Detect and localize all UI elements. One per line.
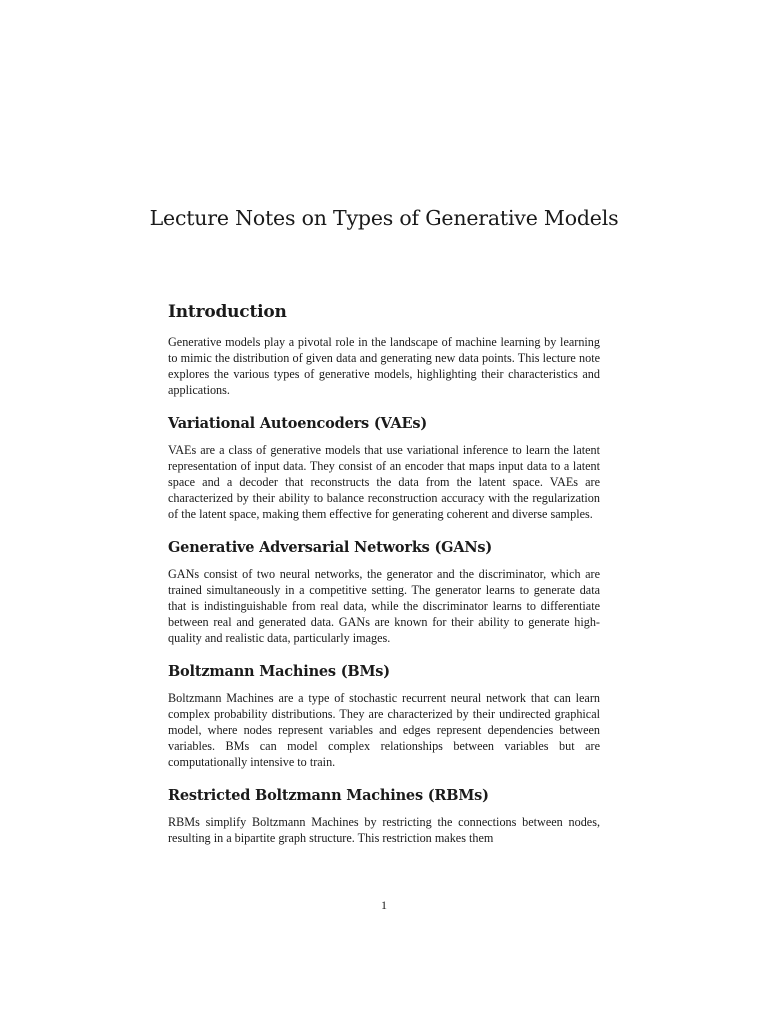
section-paragraph: Generative models play a pivotal role in the landscape of machine learning by learning to mimic the distribution of given data and generating new data points. This lecture note explores the various types of generative models, highlighting their characteristics and applications. — [168, 335, 600, 397]
subsection-heading: Boltzmann Machines (BMs) — [168, 663, 390, 680]
subsection-heading: Restricted Boltzmann Machines (RBMs) — [168, 787, 489, 804]
subsection-heading: Variational Autoencoders (VAEs) — [168, 415, 427, 432]
section-paragraph: Boltzmann Machines are a type of stochastic recurrent neural network that can learn complex probability distributions. They are characterized by their undirected graphical model, where nodes represent variables and edges represent dependencies between variables. BMs can model complex relationships between variables but are computationally intensive to train. — [168, 691, 600, 769]
section-introduction — [168, 302, 600, 398]
page-number: 1 — [381, 898, 387, 912]
section-gans — [168, 539, 600, 646]
section-paragraph: VAEs are a class of generative models that use variational inference to learn the latent representation of input data. They consist of an encoder that maps input data to a latent space and a decoder that reconstructs the data from the latent space. VAEs are characterized by their ability to balance reconstruction accuracy with the regularization of the latent space, making them effective for generating coherent and diverse samples. — [168, 443, 600, 521]
section-rbms — [168, 787, 600, 846]
section-heading: Introduction — [168, 302, 287, 322]
section-vaes — [168, 415, 600, 522]
document-title: Lecture Notes on Types of Generative Models — [149, 206, 619, 230]
section-paragraph: RBMs simplify Boltzmann Machines by restricting the connections between nodes, resulting in a bipartite graph structure. This restriction makes them — [168, 815, 600, 845]
section-paragraph: GANs consist of two neural networks, the generator and the discriminator, which are trained simultaneously in a competitive setting. The generator learns to generate data that is indistinguishable from real data, while the discriminator learns to differentiate between real and generated data. GANs are known for their ability to generate high-quality and realistic data, particularly images. — [168, 567, 600, 645]
section-bms — [168, 663, 600, 770]
subsection-heading: Generative Adversarial Networks (GANs) — [168, 539, 493, 556]
document-body — [168, 302, 600, 863]
